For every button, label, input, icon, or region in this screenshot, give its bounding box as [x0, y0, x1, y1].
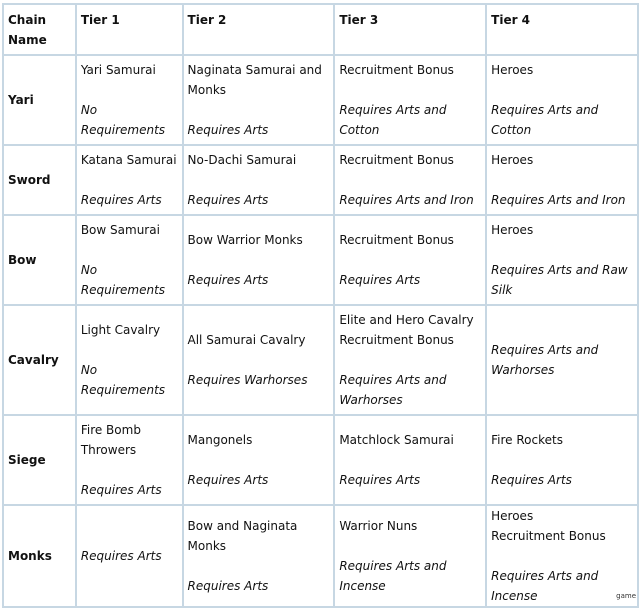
tier-1-cell [76, 145, 183, 215]
spacer [188, 556, 330, 576]
chain-name-cell: Siege [3, 415, 76, 505]
tier-4-cell [486, 305, 638, 415]
tier-1-cell [76, 305, 183, 415]
unit-name: Bow Samurai [80, 223, 160, 237]
table-row [3, 305, 638, 415]
unit-name: Mangonels [187, 433, 253, 447]
spacer [339, 170, 481, 190]
header-tier-4: Tier 4 [486, 4, 638, 55]
requirement-text: Requires Arts [491, 473, 572, 487]
spacer [491, 170, 633, 190]
unit-name: All Samurai Cavalry [187, 333, 306, 347]
spacer [339, 80, 481, 100]
unit-name: Naginata Samurai and Monks [187, 63, 322, 97]
table-row [3, 145, 638, 215]
spacer [81, 170, 178, 190]
header-tier-3: Tier 3 [334, 4, 486, 55]
tier-1-cell [76, 415, 183, 505]
header-row [3, 4, 638, 55]
spacer [339, 250, 481, 270]
spacer [188, 100, 330, 120]
tier-2-cell [183, 505, 335, 607]
requirement-text: Requires Arts [187, 193, 269, 207]
unit-name: Recruitment Bonus [339, 233, 454, 247]
tier-3-cell [334, 415, 486, 505]
unit-name: No-Dachi Samurai [187, 153, 297, 167]
table-body [3, 55, 638, 607]
requirement-text: Requires Arts [80, 483, 162, 497]
tier-1-cell [76, 505, 183, 607]
requirement-text: Requires Arts [187, 473, 269, 487]
requirement-text: Requires Arts and Raw Silk [491, 263, 628, 297]
unit-name: Recruitment Bonus [339, 153, 454, 167]
requirement-text: Requires Arts [187, 579, 269, 593]
tier-4-cell [486, 145, 638, 215]
tier-2-cell [183, 305, 335, 415]
unit-name: Warrior Nuns [339, 519, 418, 533]
spacer [339, 536, 481, 556]
requirement-text: Requires Arts [80, 193, 162, 207]
requirement-text: Requires Arts and Cotton [339, 103, 447, 137]
unit-name: Heroes [491, 223, 534, 237]
unit-tier-table [2, 3, 639, 608]
spacer [188, 170, 330, 190]
header-tier-2: Tier 2 [183, 4, 335, 55]
unit-name: Heroes [491, 509, 534, 523]
requirement-text: No Requirements [80, 103, 166, 137]
requirement-text: Requires Arts and Incense [339, 559, 447, 593]
requirement-text: Requires Arts and Cotton [491, 103, 599, 137]
spacer [188, 250, 330, 270]
requirement-text: Requires Arts and Warhorses [491, 343, 599, 377]
tier-2-cell [183, 415, 335, 505]
unit-name: Fire Bomb Throwers [80, 423, 141, 457]
requirement-text: No Requirements [80, 363, 166, 397]
table-row [3, 215, 638, 305]
requirement-text: Requires Arts [187, 273, 269, 287]
tier-3-cell [334, 505, 486, 607]
spacer [491, 450, 633, 470]
spacer [491, 546, 633, 566]
unit-name: Fire Rockets [491, 433, 563, 447]
spacer [491, 80, 633, 100]
tier-3-cell [334, 215, 486, 305]
requirement-text: No Requirements [80, 263, 166, 297]
spacer [188, 350, 330, 370]
chain-name-cell: Bow [3, 215, 76, 305]
unit-name: Bow and Naginata Monks [187, 519, 298, 553]
requirement-text: Requires Arts and Incense [491, 569, 599, 603]
tier-2-cell [183, 55, 335, 145]
requirement-text: Requires Arts [80, 549, 162, 563]
tier-4-cell [486, 215, 638, 305]
spacer [491, 240, 633, 260]
chain-name-cell: Yari [3, 55, 76, 145]
spacer [339, 450, 481, 470]
requirement-text: Requires Arts [339, 473, 421, 487]
spacer [81, 80, 178, 100]
requirement-text: Requires Arts [339, 273, 421, 287]
tier-2-cell [183, 145, 335, 215]
spacer [339, 350, 481, 370]
tier-3-cell [334, 55, 486, 145]
table-row [3, 505, 638, 607]
requirement-text: Requires Arts and Iron [339, 193, 474, 207]
header-chain-name: Chain Name [3, 4, 76, 55]
unit-name: Katana Samurai [80, 153, 177, 167]
tier-3-cell [334, 145, 486, 215]
tier-2-cell [183, 215, 335, 305]
chain-name-cell: Sword [3, 145, 76, 215]
unit-name: Heroes [491, 63, 534, 77]
requirement-text: Requires Arts [187, 123, 269, 137]
watermark-text: game [616, 592, 636, 600]
table-row [3, 55, 638, 145]
spacer [81, 340, 178, 360]
unit-name: Recruitment Bonus [339, 63, 454, 77]
tier-1-cell [76, 215, 183, 305]
requirement-text: Requires Arts and Warhorses [339, 373, 447, 407]
unit-name: Heroes [491, 153, 534, 167]
tier-4-cell [486, 415, 638, 505]
tier-1-cell [76, 55, 183, 145]
tier-4-cell [486, 55, 638, 145]
unit-name: Recruitment Bonus [491, 529, 606, 543]
requirement-text: Requires Arts and Iron [491, 193, 626, 207]
unit-name: Recruitment Bonus [339, 333, 454, 347]
chain-name-cell: Cavalry [3, 305, 76, 415]
tier-3-cell [334, 305, 486, 415]
unit-name: Matchlock Samurai [339, 433, 454, 447]
table-row [3, 415, 638, 505]
unit-name: Elite and Hero Cavalry [339, 313, 474, 327]
spacer [188, 450, 330, 470]
unit-name: Light Cavalry [80, 323, 161, 337]
chain-name-cell: Monks [3, 505, 76, 607]
unit-name: Bow Warrior Monks [187, 233, 303, 247]
unit-name: Yari Samurai [80, 63, 156, 77]
spacer [81, 240, 178, 260]
spacer [81, 460, 178, 480]
header-tier-1: Tier 1 [76, 4, 183, 55]
requirement-text: Requires Warhorses [187, 373, 308, 387]
